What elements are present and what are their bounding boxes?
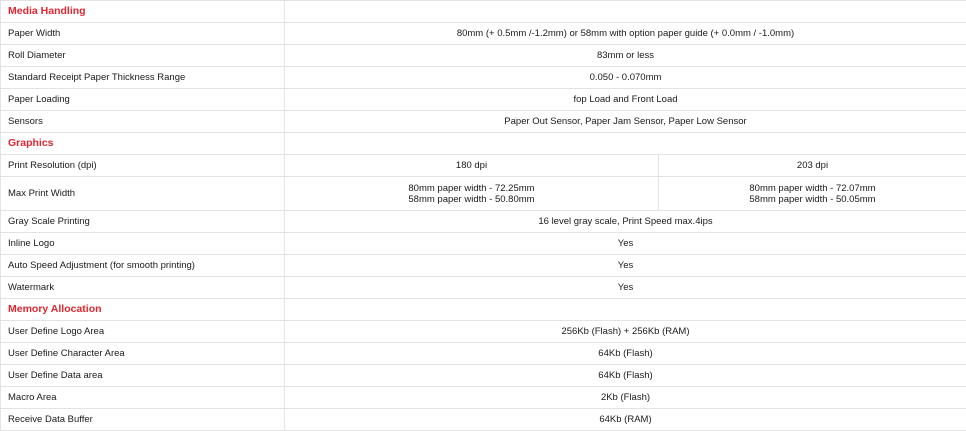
macro-area-value: 2Kb (Flash) [285, 387, 966, 409]
auto-speed-label: Auto Speed Adjustment (for smooth printing) [1, 255, 285, 277]
section-title-memory: Memory Allocation [1, 299, 285, 321]
max-print-width-203-value [659, 177, 966, 211]
max-print-width-203-line-80mm: 80mm paper width - 72.07mm [666, 183, 959, 194]
section-row-memory [1, 299, 966, 321]
logo-area-label: User Define Logo Area [1, 321, 285, 343]
gray-scale-label: Gray Scale Printing [1, 211, 285, 233]
section-row-graphics [1, 133, 966, 155]
table-row [1, 233, 966, 255]
thickness-label: Standard Receipt Paper Thickness Range [1, 67, 285, 89]
print-resolution-203-value: 203 dpi [659, 155, 966, 177]
section-title-graphics: Graphics [1, 133, 285, 155]
table-row [1, 89, 966, 111]
max-print-width-180-line-58mm: 58mm paper width - 50.80mm [292, 194, 651, 205]
table-row [1, 321, 966, 343]
table-row [1, 177, 966, 211]
paper-loading-value: fop Load and Front Load [285, 89, 966, 111]
section-title-media: Media Handling [1, 1, 285, 23]
macro-area-label: Macro Area [1, 387, 285, 409]
receive-buffer-value: 64Kb (RAM) [285, 409, 966, 431]
table-row [1, 45, 966, 67]
table-row [1, 111, 966, 133]
inline-logo-label: Inline Logo [1, 233, 285, 255]
table-row [1, 387, 966, 409]
max-print-width-label: Max Print Width [1, 177, 285, 211]
max-print-width-180-line-80mm: 80mm paper width - 72.25mm [292, 183, 651, 194]
char-area-value: 64Kb (Flash) [285, 343, 966, 365]
gray-scale-value: 16 level gray scale, Print Speed max.4ips [285, 211, 966, 233]
table-row [1, 343, 966, 365]
watermark-value: Yes [285, 277, 966, 299]
sensors-value: Paper Out Sensor, Paper Jam Sensor, Paper Low Sensor [285, 111, 966, 133]
max-print-width-203-line-58mm: 58mm paper width - 50.05mm [666, 194, 959, 205]
table-row [1, 277, 966, 299]
paper-width-label: Paper Width [1, 23, 285, 45]
watermark-label: Watermark [1, 277, 285, 299]
data-area-label: User Define Data area [1, 365, 285, 387]
table-row [1, 365, 966, 387]
table-row [1, 23, 966, 45]
receive-buffer-label: Receive Data Buffer [1, 409, 285, 431]
max-print-width-180-value [285, 177, 659, 211]
logo-area-value: 256Kb (Flash) + 256Kb (RAM) [285, 321, 966, 343]
thickness-value: 0.050 - 0.070mm [285, 67, 966, 89]
table-row [1, 211, 966, 233]
roll-diameter-value: 83mm or less [285, 45, 966, 67]
table-row [1, 255, 966, 277]
sensors-label: Sensors [1, 111, 285, 133]
table-row [1, 67, 966, 89]
data-area-value: 64Kb (Flash) [285, 365, 966, 387]
print-resolution-180-value: 180 dpi [285, 155, 659, 177]
roll-diameter-label: Roll Diameter [1, 45, 285, 67]
paper-width-value: 80mm (+ 0.5mm /-1.2mm) or 58mm with option paper guide (+ 0.0mm / -1.0mm) [285, 23, 966, 45]
char-area-label: User Define Character Area [1, 343, 285, 365]
paper-loading-label: Paper Loading [1, 89, 285, 111]
print-resolution-label: Print Resolution (dpi) [1, 155, 285, 177]
table-row [1, 155, 966, 177]
auto-speed-value: Yes [285, 255, 966, 277]
section-row-media [1, 1, 966, 23]
inline-logo-value: Yes [285, 233, 966, 255]
